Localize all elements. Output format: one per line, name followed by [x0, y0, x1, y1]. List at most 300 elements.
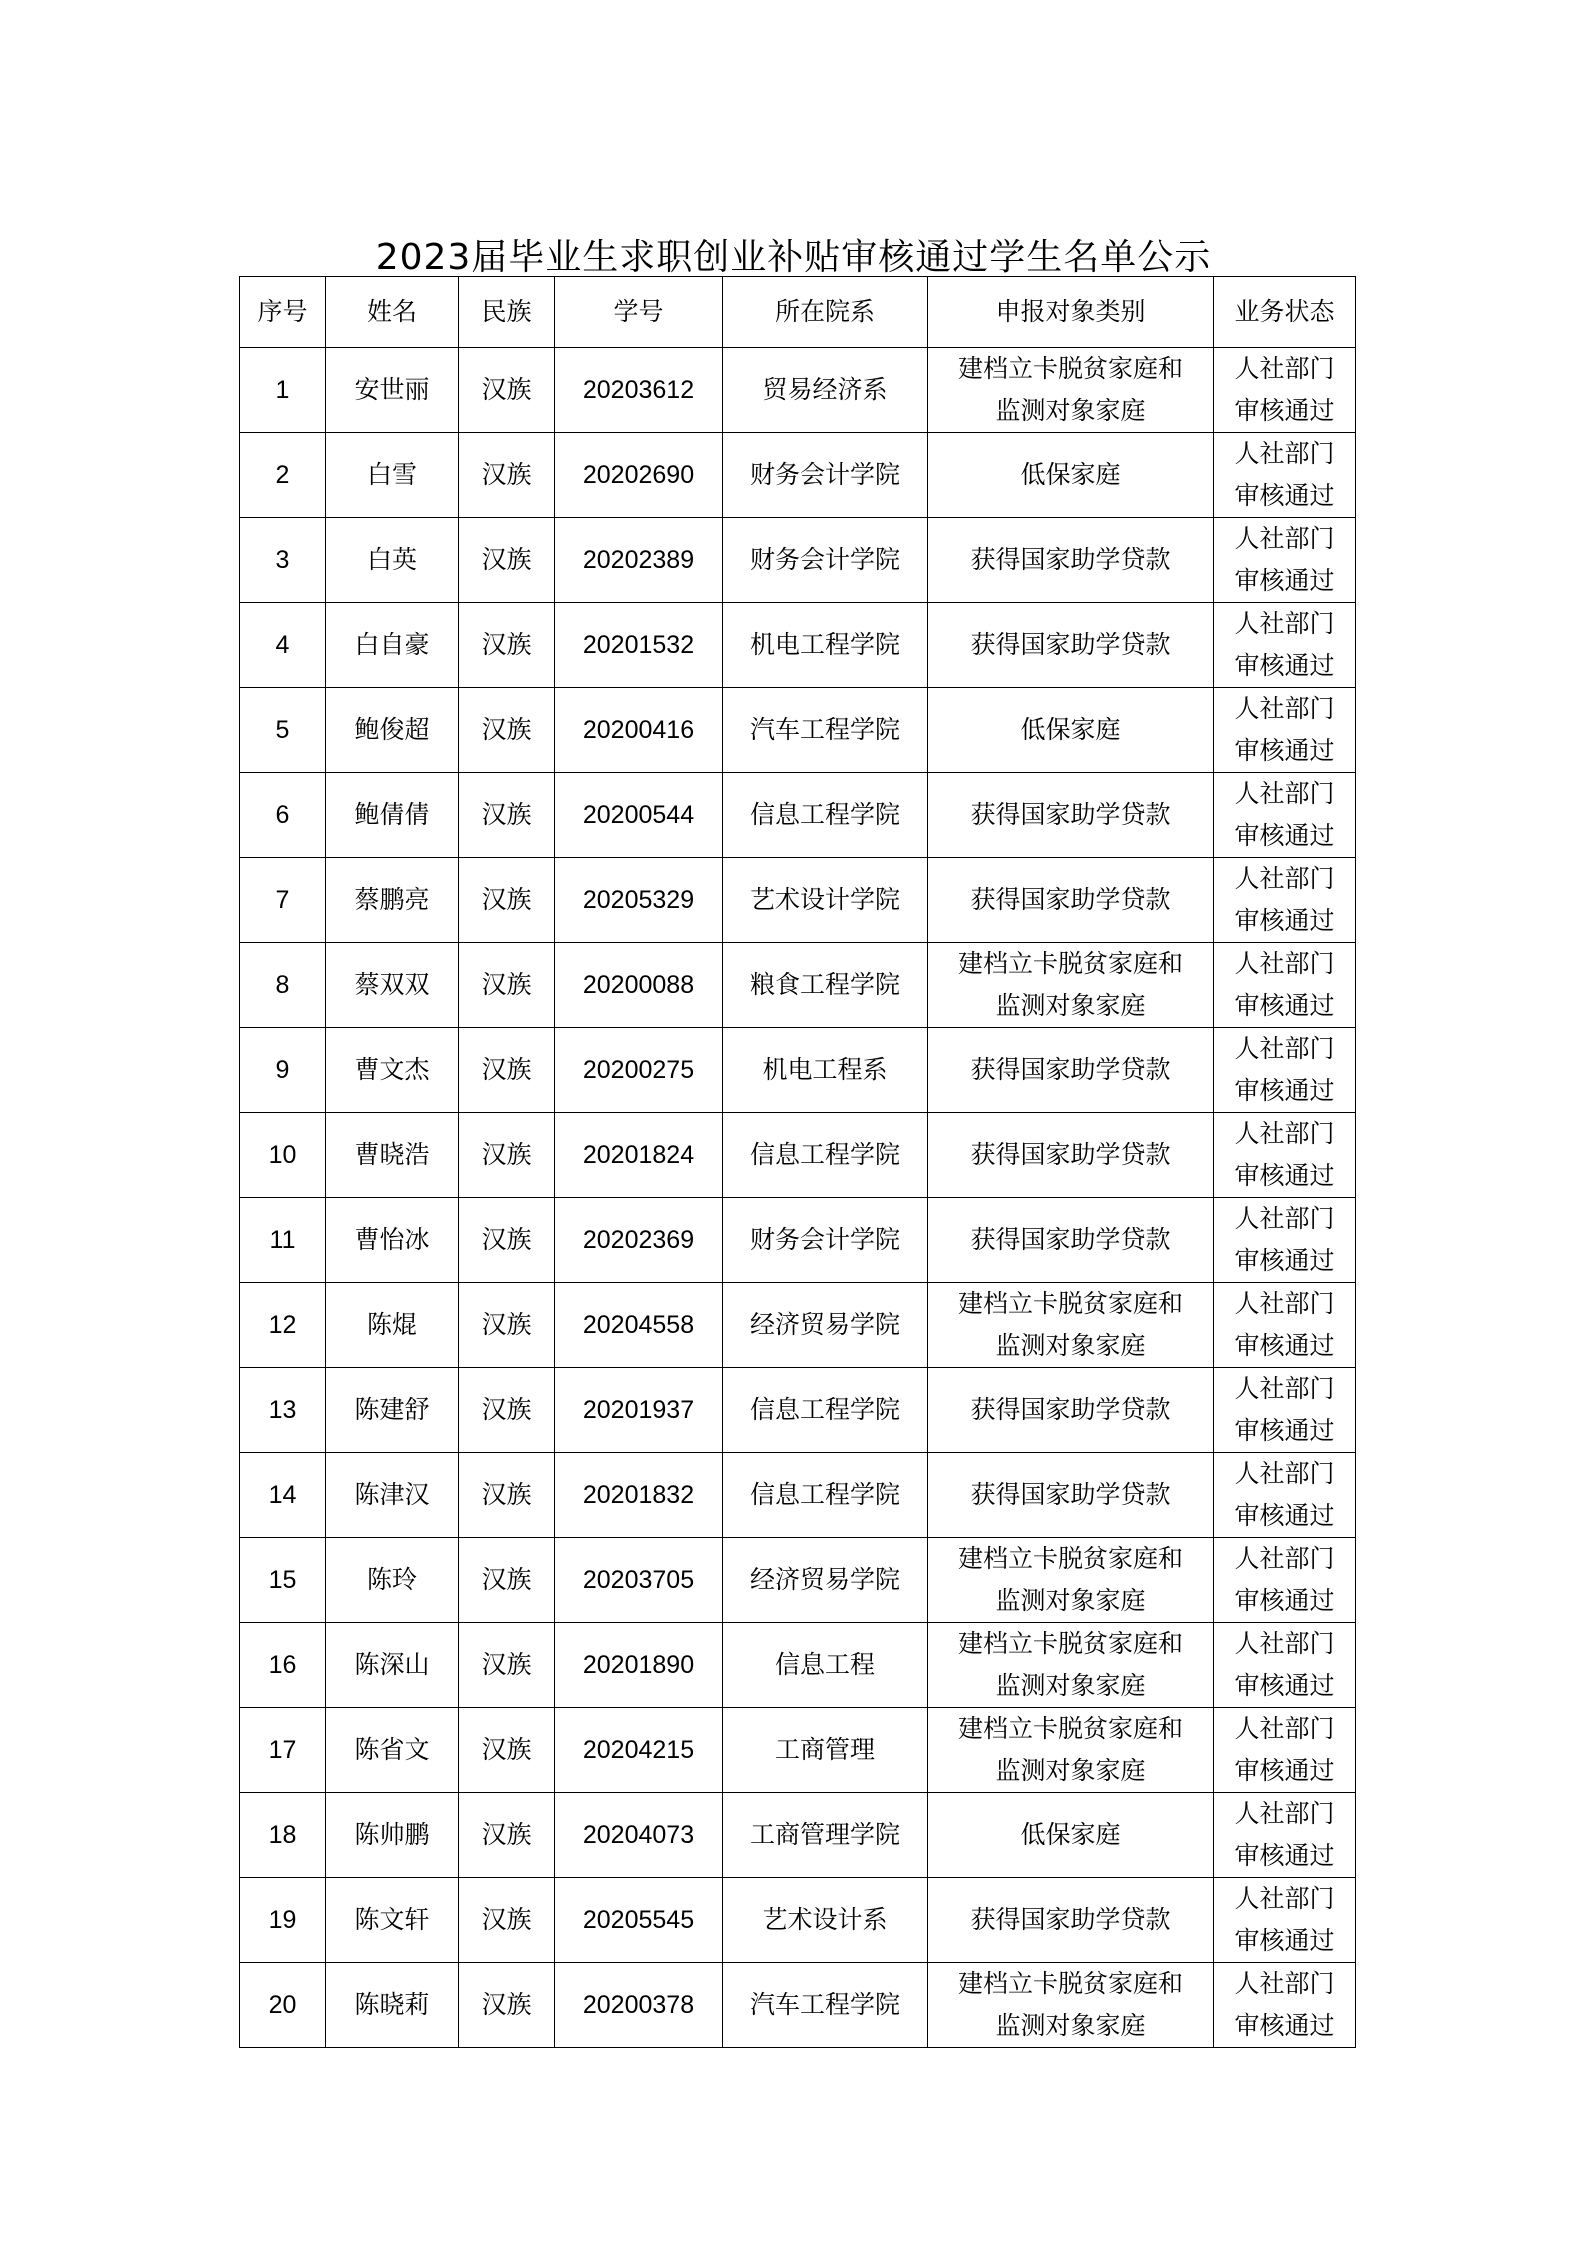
student-id-cell-text: 20203612	[582, 376, 695, 404]
student-id-cell-text: 20204073	[582, 1821, 695, 1849]
student-name-cell	[326, 1708, 459, 1793]
ethnicity-cell-text: 汉族	[481, 715, 532, 744]
table-row	[240, 1963, 1356, 2048]
department-cell-text: 财务会计学院	[749, 545, 900, 574]
table-row	[240, 518, 1356, 603]
department-cell-text: 机电工程系	[762, 1055, 888, 1084]
business-status-cell-text: 人社部门审核通过	[1234, 1374, 1335, 1445]
application-category-cell	[928, 858, 1214, 943]
department-cell-text: 工商管理	[774, 1735, 875, 1764]
student-id-cell	[555, 943, 723, 1028]
student-id-cell-text: 20200378	[582, 1991, 695, 2019]
row-number-cell-text: 4	[275, 631, 290, 659]
application-category-cell	[928, 943, 1214, 1028]
application-category-cell-text: 建档立卡脱贫家庭和监测对象家庭	[957, 1969, 1183, 2040]
row-number-cell	[240, 773, 326, 858]
row-number-cell	[240, 1963, 326, 2048]
student-name-cell	[326, 1283, 459, 1368]
ethnicity-cell	[459, 433, 555, 518]
department-cell	[723, 943, 928, 1028]
ethnicity-cell	[459, 858, 555, 943]
application-category-cell	[928, 1453, 1214, 1538]
business-status-cell	[1214, 1453, 1356, 1538]
business-status-cell-text: 人社部门审核通过	[1234, 1204, 1335, 1275]
table-row	[240, 1708, 1356, 1793]
application-category-cell	[928, 688, 1214, 773]
business-status-cell-text: 人社部门审核通过	[1234, 1714, 1335, 1785]
student-id-cell	[555, 603, 723, 688]
header-cell: 申报对象类别	[928, 277, 1214, 348]
student-name-cell	[326, 433, 459, 518]
student-id-cell-text: 20202690	[582, 461, 695, 489]
row-number-cell	[240, 433, 326, 518]
ethnicity-cell-text: 汉族	[481, 1395, 532, 1424]
student-name-cell	[326, 603, 459, 688]
student-name-cell	[326, 1028, 459, 1113]
student-name-cell	[326, 1793, 459, 1878]
application-category-cell-text: 建档立卡脱贫家庭和监测对象家庭	[957, 354, 1183, 425]
ethnicity-cell	[459, 1198, 555, 1283]
business-status-cell-text: 人社部门审核通过	[1234, 1969, 1335, 2040]
student-id-cell-text: 20202369	[582, 1226, 695, 1254]
ethnicity-cell-text: 汉族	[481, 1650, 532, 1679]
business-status-cell	[1214, 1878, 1356, 1963]
ethnicity-cell-text: 汉族	[481, 375, 532, 404]
table-row	[240, 433, 1356, 518]
student-id-cell	[555, 1198, 723, 1283]
student-id-cell	[555, 433, 723, 518]
ethnicity-cell-text: 汉族	[481, 1480, 532, 1509]
student-name-cell-text: 陈建舒	[354, 1395, 430, 1424]
student-name-cell	[326, 858, 459, 943]
application-category-cell	[928, 603, 1214, 688]
ethnicity-cell-text: 汉族	[481, 1055, 532, 1084]
row-number-cell	[240, 1113, 326, 1198]
student-id-cell	[555, 1878, 723, 1963]
student-roster-table	[239, 276, 1356, 2048]
ethnicity-cell-text: 汉族	[481, 885, 532, 914]
business-status-cell-text: 人社部门审核通过	[1234, 779, 1335, 850]
department-cell-text: 信息工程学院	[749, 800, 900, 829]
student-id-cell	[555, 1453, 723, 1538]
department-cell	[723, 773, 928, 858]
row-number-cell-text: 9	[275, 1056, 290, 1084]
department-cell-text: 财务会计学院	[749, 460, 900, 489]
table-row	[240, 1793, 1356, 1878]
business-status-cell-text: 人社部门审核通过	[1234, 524, 1335, 595]
student-name-cell-text: 白雪	[366, 460, 417, 489]
business-status-cell-text: 人社部门审核通过	[1234, 1629, 1335, 1700]
business-status-cell-text: 人社部门审核通过	[1234, 354, 1335, 425]
student-id-cell	[555, 1113, 723, 1198]
table-row	[240, 1028, 1356, 1113]
department-cell-text: 财务会计学院	[749, 1225, 900, 1254]
business-status-cell-text: 人社部门审核通过	[1234, 864, 1335, 935]
application-category-cell-text: 获得国家助学贷款	[970, 1480, 1171, 1509]
ethnicity-cell-text: 汉族	[481, 460, 532, 489]
table-row	[240, 1368, 1356, 1453]
department-cell	[723, 1623, 928, 1708]
department-cell	[723, 1878, 928, 1963]
department-cell	[723, 518, 928, 603]
header-cell: 民族	[459, 277, 555, 348]
application-category-cell	[928, 1198, 1214, 1283]
student-name-cell-text: 鲍俊超	[354, 715, 430, 744]
application-category-cell	[928, 348, 1214, 433]
ethnicity-cell	[459, 348, 555, 433]
student-id-cell	[555, 1368, 723, 1453]
student-id-cell-text: 20205329	[582, 886, 695, 914]
header-cell: 学号	[555, 277, 723, 348]
business-status-cell	[1214, 603, 1356, 688]
student-name-cell	[326, 688, 459, 773]
ethnicity-cell	[459, 1793, 555, 1878]
business-status-cell	[1214, 348, 1356, 433]
department-cell	[723, 1283, 928, 1368]
table-row	[240, 1878, 1356, 1963]
application-category-cell	[928, 1793, 1214, 1878]
business-status-cell	[1214, 1113, 1356, 1198]
row-number-cell	[240, 688, 326, 773]
application-category-cell	[928, 1623, 1214, 1708]
business-status-cell	[1214, 518, 1356, 603]
row-number-cell-text: 10	[268, 1141, 297, 1169]
student-id-cell-text: 20201824	[582, 1141, 695, 1169]
ethnicity-cell	[459, 1368, 555, 1453]
student-id-cell	[555, 1028, 723, 1113]
header-cell: 序号	[240, 277, 326, 348]
student-id-cell-text: 20203705	[582, 1566, 695, 1594]
row-number-cell	[240, 1623, 326, 1708]
business-status-cell-text: 人社部门审核通过	[1234, 1459, 1335, 1530]
header-cell: 姓名	[326, 277, 459, 348]
business-status-cell-text: 人社部门审核通过	[1234, 1544, 1335, 1615]
row-number-cell	[240, 1283, 326, 1368]
department-cell	[723, 1708, 928, 1793]
department-cell	[723, 688, 928, 773]
application-category-cell	[928, 1283, 1214, 1368]
department-cell-text: 艺术设计系	[762, 1905, 888, 1934]
department-cell-text: 信息工程学院	[749, 1480, 900, 1509]
ethnicity-cell	[459, 1283, 555, 1368]
student-name-cell	[326, 943, 459, 1028]
application-category-cell	[928, 1538, 1214, 1623]
business-status-cell	[1214, 1963, 1356, 2048]
student-id-cell-text: 20201832	[582, 1481, 695, 1509]
business-status-cell	[1214, 1028, 1356, 1113]
application-category-cell	[928, 1113, 1214, 1198]
application-category-cell	[928, 773, 1214, 858]
table-row	[240, 1538, 1356, 1623]
ethnicity-cell	[459, 1878, 555, 1963]
department-cell-text: 经济贸易学院	[749, 1310, 900, 1339]
row-number-cell	[240, 1708, 326, 1793]
ethnicity-cell-text: 汉族	[481, 1905, 532, 1934]
row-number-cell-text: 16	[268, 1651, 297, 1679]
table-row	[240, 603, 1356, 688]
student-name-cell	[326, 348, 459, 433]
application-category-cell-text: 建档立卡脱贫家庭和监测对象家庭	[957, 1714, 1183, 1785]
application-category-cell	[928, 1878, 1214, 1963]
table-row	[240, 348, 1356, 433]
student-name-cell-text: 陈省文	[354, 1735, 430, 1764]
ethnicity-cell-text: 汉族	[481, 1140, 532, 1169]
student-id-cell	[555, 1708, 723, 1793]
student-id-cell-text: 20205545	[582, 1906, 695, 1934]
row-number-cell-text: 20	[268, 1991, 297, 2019]
ethnicity-cell	[459, 1453, 555, 1538]
ethnicity-cell	[459, 1708, 555, 1793]
department-cell-text: 工商管理学院	[749, 1820, 900, 1849]
ethnicity-cell	[459, 773, 555, 858]
row-number-cell-text: 2	[275, 461, 290, 489]
student-id-cell-text: 20202389	[582, 546, 695, 574]
row-number-cell	[240, 603, 326, 688]
department-cell	[723, 1453, 928, 1538]
row-number-cell-text: 11	[269, 1226, 296, 1254]
row-number-cell-text: 1	[275, 376, 290, 404]
student-name-cell-text: 鲍倩倩	[354, 800, 430, 829]
department-cell	[723, 1028, 928, 1113]
row-number-cell	[240, 1793, 326, 1878]
student-name-cell	[326, 1453, 459, 1538]
header-cell: 业务状态	[1214, 277, 1356, 348]
ethnicity-cell-text: 汉族	[481, 630, 532, 659]
department-cell	[723, 1793, 928, 1878]
student-name-cell-text: 白自豪	[354, 630, 430, 659]
business-status-cell	[1214, 1708, 1356, 1793]
application-category-cell-text: 获得国家助学贷款	[970, 1140, 1171, 1169]
student-id-cell	[555, 348, 723, 433]
business-status-cell-text: 人社部门审核通过	[1234, 439, 1335, 510]
table-row	[240, 1453, 1356, 1538]
student-name-cell-text: 安世丽	[354, 375, 430, 404]
row-number-cell-text: 17	[268, 1736, 297, 1764]
row-number-cell-text: 12	[268, 1311, 297, 1339]
ethnicity-cell	[459, 1623, 555, 1708]
department-cell-text: 机电工程学院	[749, 630, 900, 659]
department-cell-text: 汽车工程学院	[749, 1990, 900, 2019]
student-name-cell-text: 陈晓莉	[354, 1990, 430, 2019]
row-number-cell	[240, 1198, 326, 1283]
application-category-cell	[928, 1963, 1214, 2048]
ethnicity-cell	[459, 603, 555, 688]
application-category-cell	[928, 433, 1214, 518]
business-status-cell	[1214, 1793, 1356, 1878]
student-id-cell-text: 20200088	[582, 971, 695, 999]
application-category-cell-text: 获得国家助学贷款	[970, 1905, 1171, 1934]
ethnicity-cell-text: 汉族	[481, 1310, 532, 1339]
table-row	[240, 773, 1356, 858]
application-category-cell	[928, 518, 1214, 603]
business-status-cell-text: 人社部门审核通过	[1234, 949, 1335, 1020]
application-category-cell-text: 获得国家助学贷款	[970, 545, 1171, 574]
department-cell-text: 汽车工程学院	[749, 715, 900, 744]
row-number-cell	[240, 1453, 326, 1538]
business-status-cell	[1214, 1283, 1356, 1368]
business-status-cell	[1214, 1538, 1356, 1623]
ethnicity-cell-text: 汉族	[481, 1735, 532, 1764]
student-name-cell	[326, 1878, 459, 1963]
application-category-cell-text: 获得国家助学贷款	[970, 800, 1171, 829]
student-name-cell-text: 陈深山	[354, 1650, 430, 1679]
student-id-cell	[555, 688, 723, 773]
row-number-cell-text: 3	[275, 546, 290, 574]
business-status-cell	[1214, 688, 1356, 773]
student-name-cell	[326, 518, 459, 603]
student-id-cell-text: 20200275	[582, 1056, 695, 1084]
department-cell-text: 经济贸易学院	[749, 1565, 900, 1594]
department-cell-text: 粮食工程学院	[749, 970, 900, 999]
business-status-cell	[1214, 1198, 1356, 1283]
student-name-cell	[326, 773, 459, 858]
ethnicity-cell	[459, 943, 555, 1028]
table-row	[240, 1623, 1356, 1708]
application-category-cell-text: 建档立卡脱贫家庭和监测对象家庭	[957, 1629, 1183, 1700]
application-category-cell	[928, 1368, 1214, 1453]
student-id-cell-text: 20201890	[582, 1651, 695, 1679]
row-number-cell	[240, 943, 326, 1028]
student-name-cell	[326, 1963, 459, 2048]
application-category-cell-text: 建档立卡脱贫家庭和监测对象家庭	[957, 949, 1183, 1020]
row-number-cell-text: 13	[268, 1396, 297, 1424]
row-number-cell	[240, 1368, 326, 1453]
ethnicity-cell-text: 汉族	[481, 970, 532, 999]
table-body	[240, 348, 1356, 2048]
student-id-cell	[555, 518, 723, 603]
application-category-cell-text: 建档立卡脱贫家庭和监测对象家庭	[957, 1289, 1183, 1360]
row-number-cell-text: 7	[275, 886, 290, 914]
student-id-cell-text: 20200416	[582, 716, 695, 744]
student-name-cell-text: 白英	[366, 545, 417, 574]
application-category-cell-text: 建档立卡脱贫家庭和监测对象家庭	[957, 1544, 1183, 1615]
ethnicity-cell-text: 汉族	[481, 1565, 532, 1594]
business-status-cell-text: 人社部门审核通过	[1234, 609, 1335, 680]
student-name-cell-text: 陈焜	[366, 1310, 417, 1339]
table-row	[240, 1283, 1356, 1368]
row-number-cell-text: 6	[275, 801, 290, 829]
application-category-cell	[928, 1708, 1214, 1793]
ethnicity-cell-text: 汉族	[481, 1820, 532, 1849]
application-category-cell-text: 获得国家助学贷款	[970, 1395, 1171, 1424]
department-cell	[723, 603, 928, 688]
business-status-cell-text: 人社部门审核通过	[1234, 1034, 1335, 1105]
ethnicity-cell-text: 汉族	[481, 1990, 532, 2019]
application-category-cell	[928, 1028, 1214, 1113]
row-number-cell-text: 5	[275, 716, 290, 744]
ethnicity-cell-text: 汉族	[481, 545, 532, 574]
ethnicity-cell	[459, 518, 555, 603]
row-number-cell-text: 18	[268, 1821, 297, 1849]
header-cell: 所在院系	[723, 277, 928, 348]
row-number-cell	[240, 858, 326, 943]
application-category-cell-text: 获得国家助学贷款	[970, 1055, 1171, 1084]
student-name-cell-text: 蔡鹏亮	[354, 885, 430, 914]
student-name-cell-text: 曹文杰	[354, 1055, 430, 1084]
department-cell-text: 信息工程学院	[749, 1140, 900, 1169]
student-name-cell-text: 陈玲	[366, 1565, 417, 1594]
application-category-cell-text: 获得国家助学贷款	[970, 1225, 1171, 1254]
student-id-cell	[555, 858, 723, 943]
student-name-cell	[326, 1623, 459, 1708]
department-cell	[723, 1963, 928, 2048]
application-category-cell-text: 低保家庭	[1020, 460, 1121, 489]
business-status-cell-text: 人社部门审核通过	[1234, 694, 1335, 765]
table-header-row	[240, 277, 1356, 348]
student-id-cell-text: 20200544	[582, 801, 695, 829]
student-name-cell-text: 曹晓浩	[354, 1140, 430, 1169]
student-name-cell-text: 陈津汉	[354, 1480, 430, 1509]
student-id-cell	[555, 1793, 723, 1878]
student-id-cell-text: 20204215	[582, 1736, 695, 1764]
student-name-cell-text: 陈帅鹏	[354, 1820, 430, 1849]
ethnicity-cell	[459, 1113, 555, 1198]
table-row	[240, 943, 1356, 1028]
department-cell	[723, 1198, 928, 1283]
table-row	[240, 858, 1356, 943]
row-number-cell-text: 14	[268, 1481, 297, 1509]
application-category-cell-text: 低保家庭	[1020, 1820, 1121, 1849]
business-status-cell	[1214, 1368, 1356, 1453]
row-number-cell	[240, 1538, 326, 1623]
business-status-cell	[1214, 943, 1356, 1028]
table-row	[240, 1198, 1356, 1283]
business-status-cell-text: 人社部门审核通过	[1234, 1119, 1335, 1190]
student-id-cell-text: 20201532	[582, 631, 695, 659]
student-name-cell	[326, 1538, 459, 1623]
department-cell	[723, 858, 928, 943]
row-number-cell	[240, 1028, 326, 1113]
student-id-cell	[555, 1623, 723, 1708]
department-cell	[723, 1113, 928, 1198]
department-cell	[723, 433, 928, 518]
business-status-cell	[1214, 773, 1356, 858]
row-number-cell-text: 19	[268, 1906, 297, 1934]
department-cell	[723, 1538, 928, 1623]
application-category-cell-text: 低保家庭	[1020, 715, 1121, 744]
department-cell	[723, 1368, 928, 1453]
application-category-cell-text: 获得国家助学贷款	[970, 885, 1171, 914]
ethnicity-cell	[459, 688, 555, 773]
department-cell-text: 信息工程学院	[749, 1395, 900, 1424]
business-status-cell	[1214, 858, 1356, 943]
department-cell-text: 艺术设计学院	[749, 885, 900, 914]
student-id-cell	[555, 773, 723, 858]
student-id-cell	[555, 1963, 723, 2048]
student-id-cell-text: 20204558	[582, 1311, 695, 1339]
application-category-cell-text: 获得国家助学贷款	[970, 630, 1171, 659]
department-cell-text: 贸易经济系	[762, 375, 888, 404]
student-name-cell-text: 蔡双双	[354, 970, 430, 999]
ethnicity-cell	[459, 1028, 555, 1113]
page-title: 2023届毕业生求职创业补贴审核通过学生名单公示	[375, 237, 1212, 279]
student-id-cell	[555, 1283, 723, 1368]
student-id-cell	[555, 1538, 723, 1623]
ethnicity-cell-text: 汉族	[481, 1225, 532, 1254]
business-status-cell-text: 人社部门审核通过	[1234, 1799, 1335, 1870]
student-name-cell	[326, 1198, 459, 1283]
ethnicity-cell-text: 汉族	[481, 800, 532, 829]
department-cell-text: 信息工程	[774, 1650, 875, 1679]
ethnicity-cell	[459, 1538, 555, 1623]
student-id-cell-text: 20201937	[582, 1396, 695, 1424]
department-cell	[723, 348, 928, 433]
student-name-cell	[326, 1368, 459, 1453]
ethnicity-cell	[459, 1963, 555, 2048]
business-status-cell	[1214, 433, 1356, 518]
row-number-cell	[240, 518, 326, 603]
row-number-cell	[240, 348, 326, 433]
